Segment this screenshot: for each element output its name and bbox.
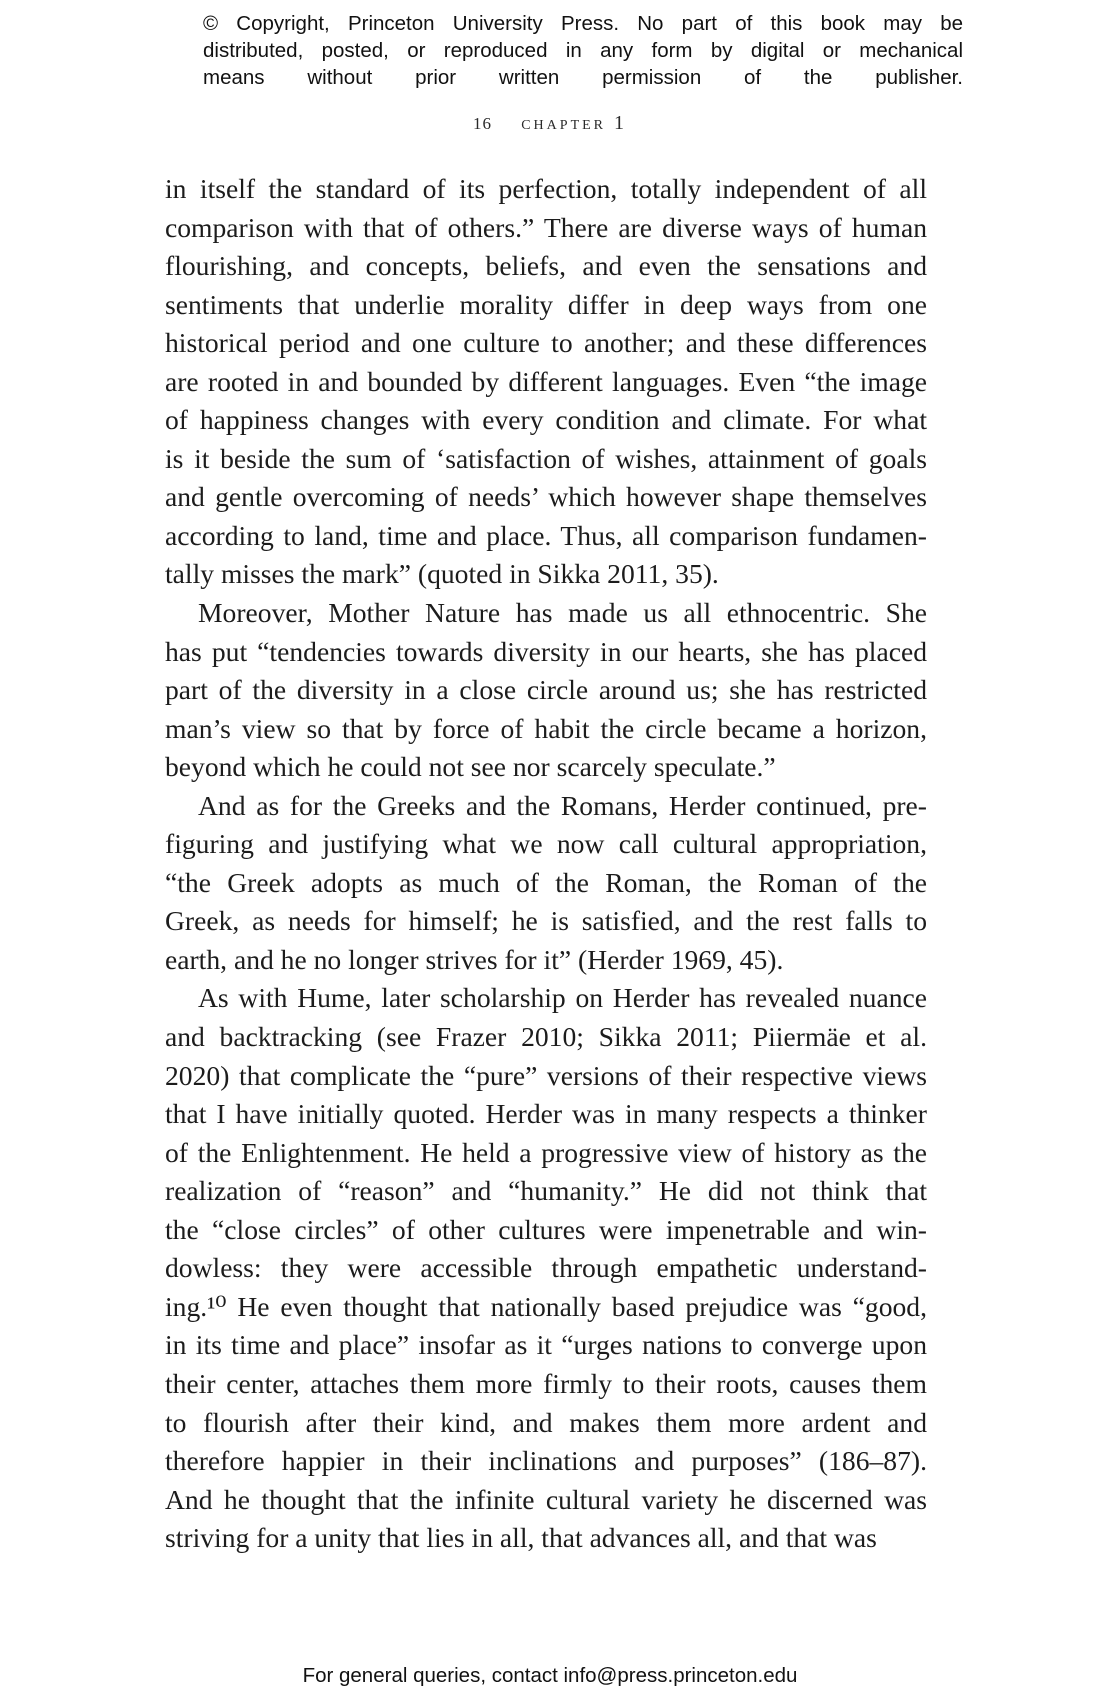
text-line: striving for a unity that lies in all, that advances all, and that was bbox=[165, 1522, 877, 1554]
text-line: earth, and he no longer strives for it” (Herder 1969, 45). bbox=[165, 943, 784, 975]
text-line: Greek, as needs for himself; he is satisfied, and the rest falls to bbox=[165, 905, 927, 937]
paragraph bbox=[165, 170, 927, 594]
text-line: figuring and justifying what we now call cultural appropriation, bbox=[165, 828, 927, 860]
copyright-notice bbox=[203, 10, 963, 91]
paragraph bbox=[165, 979, 927, 1557]
text-line: Moreover, Mother Nature has made us all ethnocentric. She bbox=[198, 597, 927, 629]
text-line: As with Hume, later scholarship on Herder has revealed nuance bbox=[198, 982, 927, 1014]
paragraph bbox=[165, 787, 927, 980]
text-line: ing.¹⁰ He even thought that nationally based prejudice was “good, bbox=[165, 1290, 927, 1322]
copyright-line: means without prior written permission of the publisher. bbox=[203, 66, 963, 89]
text-line: realization of “reason” and “humanity.” He did not think that bbox=[165, 1175, 927, 1207]
text-line: dowless: they were accessible through empathetic understand- bbox=[165, 1252, 927, 1284]
text-line: has put “tendencies towards diversity in our hearts, she has placed bbox=[165, 635, 927, 667]
text-line: flourishing, and concepts, beliefs, and even the sensations and bbox=[165, 250, 927, 282]
running-head bbox=[0, 112, 1100, 135]
text-line: according to land, time and place. Thus, all comparison fundamen- bbox=[165, 519, 927, 551]
text-line: man’s view so that by force of habit the circle became a horizon, bbox=[165, 712, 927, 744]
text-line: in itself the standard of its perfection, totally independent of all bbox=[165, 173, 927, 204]
text-line: that I have initially quoted. Herder was in many respects a thinker bbox=[165, 1098, 927, 1130]
text-line: are rooted in and bounded by different languages. Even “the image bbox=[165, 365, 927, 397]
text-line: comparison with that of others.” There are diverse ways of human bbox=[165, 211, 927, 243]
text-line: 2020) that complicate the “pure” versions of their respective views bbox=[165, 1059, 927, 1091]
footer-contact: For general queries, contact info@press.princeton.edu bbox=[302, 1664, 798, 1687]
text-line: therefore happier in their inclinations and purposes” (186–87). bbox=[165, 1445, 927, 1477]
text-line: in its time and place” insofar as it “urges nations to converge upon bbox=[165, 1329, 927, 1361]
text-line: “the Greek adopts as much of the Roman, the Roman of the bbox=[165, 866, 927, 898]
text-line: And he thought that the infinite cultural variety he discerned was bbox=[165, 1483, 927, 1515]
chapter-label: chapter 1 bbox=[521, 112, 628, 134]
copyright-line: © Copyright, Princeton University Press. No part of this book may be bbox=[203, 12, 963, 35]
page-number: 16 bbox=[472, 114, 492, 133]
text-line: beyond which he could not see nor scarcely speculate.” bbox=[165, 751, 776, 783]
text-line: sentiments that underlie morality differ in deep ways from one bbox=[165, 288, 927, 320]
text-line: their center, attaches them more firmly to their roots, causes them bbox=[165, 1367, 927, 1399]
text-line: to flourish after their kind, and makes them more ardent and bbox=[165, 1406, 927, 1438]
text-line: the “close circles” of other cultures were impenetrable and win- bbox=[165, 1213, 927, 1245]
text-line: of happiness changes with every condition and climate. For what bbox=[165, 404, 927, 436]
text-line: and backtracking (see Frazer 2010; Sikka 2011; Piiermäe et al. bbox=[165, 1021, 927, 1053]
body-text bbox=[165, 170, 927, 1558]
text-line: tally misses the mark” (quoted in Sikka 2011, 35). bbox=[165, 558, 719, 590]
text-line: And as for the Greeks and the Romans, Herder continued, pre- bbox=[198, 789, 927, 821]
paragraph bbox=[165, 594, 927, 787]
copyright-line: distributed, posted, or reproduced in any form by digital or mechanical bbox=[203, 39, 963, 62]
text-line: is it beside the sum of ‘satisfaction of wishes, attainment of goals bbox=[165, 442, 927, 474]
text-line: historical period and one culture to another; and these differences bbox=[165, 327, 927, 359]
text-line: of the Enlightenment. He held a progressive view of history as the bbox=[165, 1136, 927, 1168]
text-line: part of the diversity in a close circle around us; she has restricted bbox=[165, 674, 927, 706]
text-line: and gentle overcoming of needs’ which however shape themselves bbox=[165, 481, 927, 513]
